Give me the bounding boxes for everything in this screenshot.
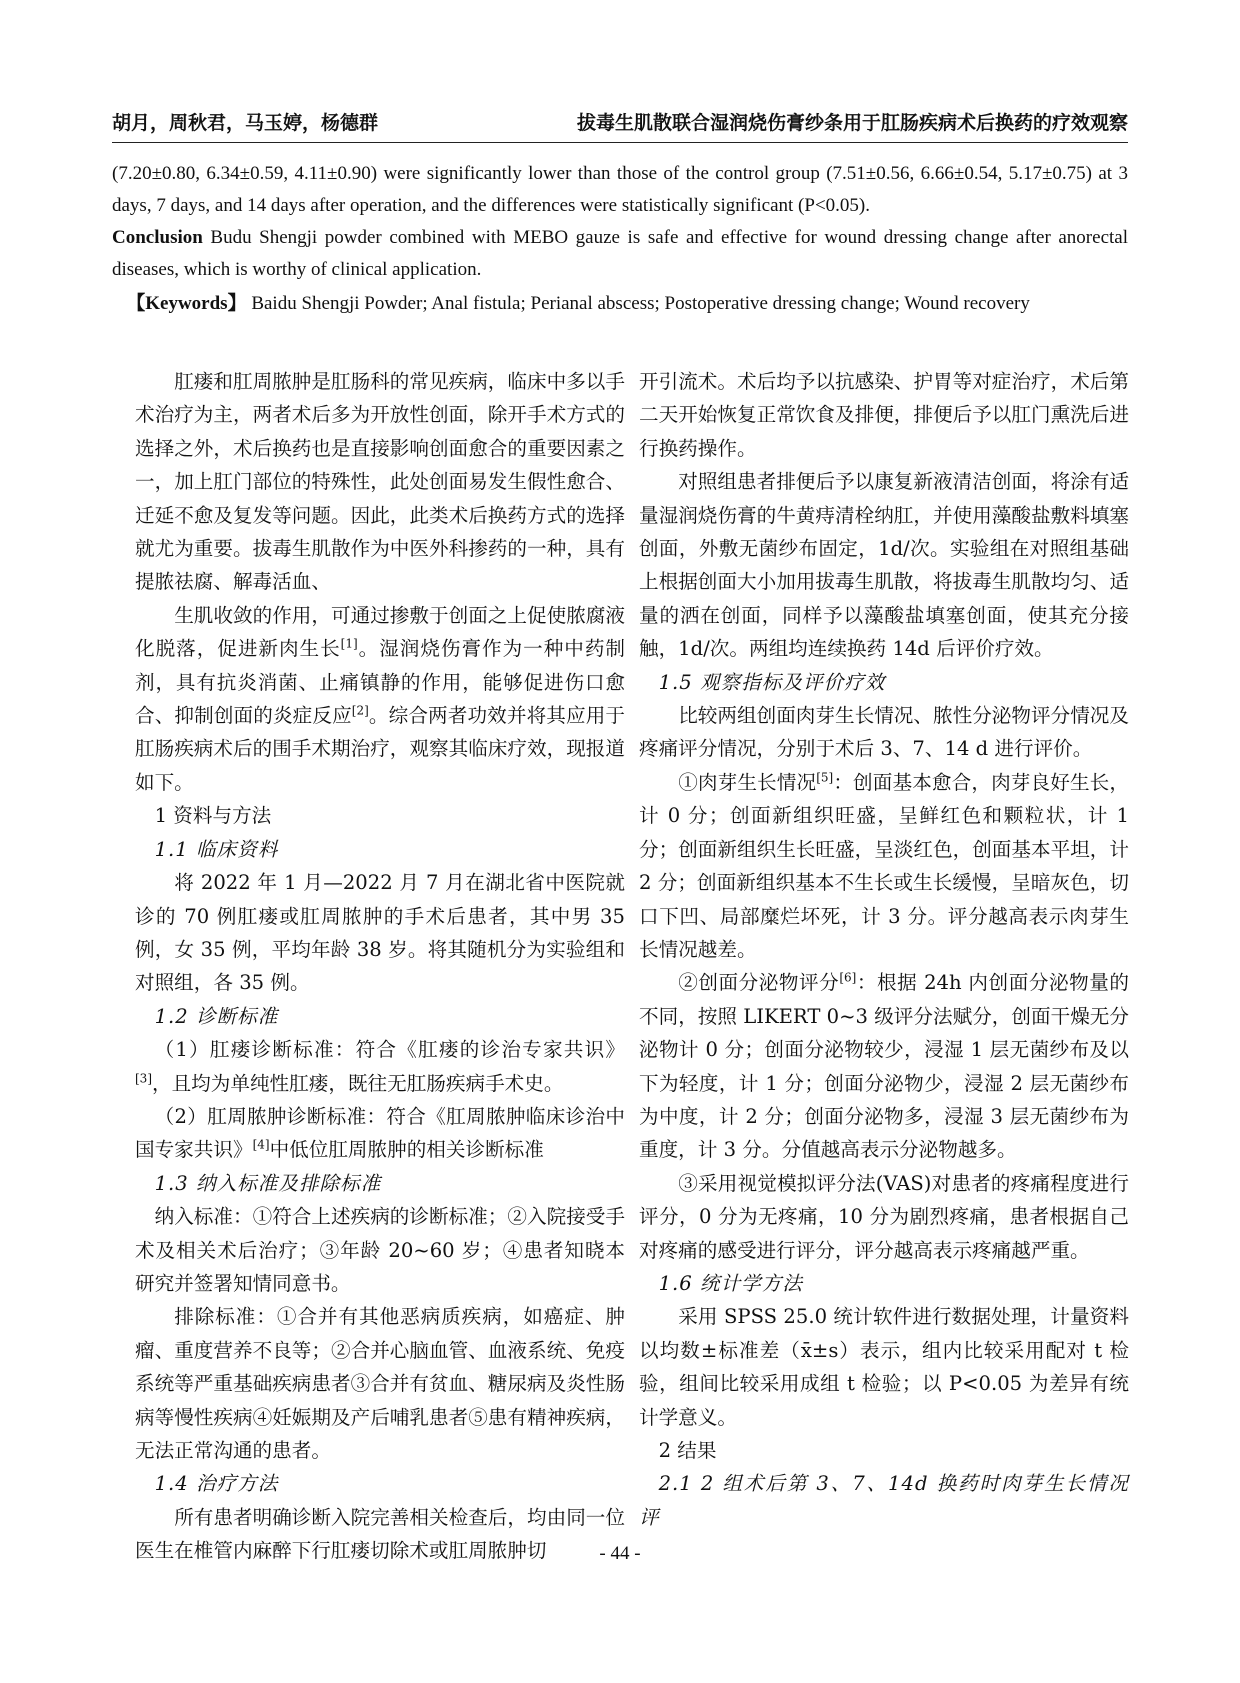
running-header xyxy=(112,108,1128,143)
citation-ref-5: [5] xyxy=(816,770,834,785)
intro-text-b: 。湿润烧伤膏作为一种中药制剂，具有抗炎消菌、止痛镇静的作用，能够促进伤口愈合、抑制创面的炎症反应 xyxy=(135,637,626,728)
vas-paragraph: ③采用视觉模拟评分法(VAS)对患者的疼痛程度进行评分，0 分为无疼痛，10 分为剧烈疼痛，患者根据自己对疼痛的感受进行评分，评分越高表示疼痛越严重。 xyxy=(639,1171,1129,1262)
section-heading-1-6: 1.6 统计学方法 xyxy=(658,1271,803,1295)
diagnosis-criterion-2 xyxy=(135,1100,625,1167)
section-heading-1-5: 1.5 观察指标及评价疗效 xyxy=(658,670,886,694)
secretion-score-paragraph xyxy=(639,966,1129,1166)
left-column xyxy=(135,365,625,1568)
statistics-paragraph: 采用 SPSS 25.0 统计软件进行数据处理，计量资料以均数±标准差（x̄±s）表示，组内比较采用配对 t 检验，组间比较采用成组 t 检验；以 P<0.05 为差异有统计学意义。 xyxy=(639,1305,1129,1429)
diagnosis-criterion-1 xyxy=(135,1033,625,1100)
granulation-text-a: ①肉芽生长情况 xyxy=(678,770,817,794)
treatment-paragraph-2: 对照组患者排便后予以康复新液清洁创面，将涂有适量湿润烧伤膏的牛黄痔清栓纳肛，并使用藻酸盐敷料填塞创面，外敷无菌纱布固定，1d/次。实验组在对照组基础上根据创面大小加用拔毒生肌散，将拔毒生肌散均匀、适量的洒在创面，同样予以藻酸盐填塞创面，使其充分接触，1d/次。两组均连续换药 14d 后评价疗效。 xyxy=(639,470,1129,661)
header-title: 拔毒生肌散联合湿润烧伤膏纱条用于肛肠疾病术后换药的疗效观察 xyxy=(576,112,1128,134)
treatment-paragraph-1: 所有患者明确诊断入院完善相关检查后，均由同一位医生在椎管内麻醉下行肛瘘切除术或肛周脓肿切 xyxy=(135,1505,625,1563)
intro-text-a: 生肌收敛的作用，可通过掺敷于创面之上促使脓腐液化脱落，促进新肉生长 xyxy=(135,603,625,661)
diagnosis-1-text-b: ，且均为单纯性肛瘘，既往无肛肠疾病手术史。 xyxy=(152,1071,564,1095)
section-heading-1-3: 1.3 纳入标准及排除标准 xyxy=(154,1171,382,1195)
diagnosis-2-text-b: 中低位肛周脓肿的相关诊断标准 xyxy=(269,1138,544,1162)
clinical-data-paragraph: 将 2022 年 1 月—2022 月 7 月在湖北省中医院就诊的 70 例肛瘘或肛周脓肿的手术后患者，其中男 35 例，女 35 例，平均年龄 38 岁。将其随机分为实验组和对照组，各 35 例。 xyxy=(135,871,625,995)
section-heading-2-1: 2.1 2 组术后第 3、7、14d 换药时肉芽生长情况评 xyxy=(639,1472,1129,1529)
right-column xyxy=(639,365,1129,1534)
section-heading-1: 1 资料与方法 xyxy=(154,804,272,828)
citation-ref-4: [4] xyxy=(252,1137,270,1152)
diagnosis-1-text-a: （1）肛瘘诊断标准：符合《肛瘘的诊治专家共识》 xyxy=(154,1038,625,1062)
conclusion-label: Conclusion xyxy=(112,227,203,248)
abstract-results-tail: (7.20±0.80, 6.34±0.59, 4.11±0.90) were significantly lower than those of the control group (7.51±0.56, 6.66±0.54, 5.17±0.75) at 3 days, 7 days, and 14 days after operation, and the differences were statistically significant (P<0.05). xyxy=(112,163,1128,216)
conclusion-text: Budu Shengji powder combined with MEBO gauze is safe and effective for wound dressing change after anorectal diseases, which is worthy of clinical application. xyxy=(112,227,1128,280)
section-heading-1-2: 1.2 诊断标准 xyxy=(154,1004,279,1028)
intro-text-c: 。综合两者功效并将其应用于肛肠疾病术后的围手术期治疗，观察其临床疗效，现报道如下。 xyxy=(135,704,626,794)
observation-paragraph: 比较两组创面肉芽生长情况、脓性分泌物评分情况及疼痛评分情况，分别于术后 3、7、14 d 进行评价。 xyxy=(639,704,1129,761)
abstract-keywords xyxy=(112,288,1128,320)
header-authors: 胡月，周秋君，马玉婷，杨德群 xyxy=(112,112,379,134)
treatment-paragraph-1-cont: 开引流术。术后均予以抗感染、护胃等对症治疗，术后第二天开始恢复正常饮食及排便，排便后予以肛门熏洗后进行换药操作。 xyxy=(639,370,1129,460)
citation-ref-1: [1] xyxy=(340,636,358,651)
citation-ref-6: [6] xyxy=(839,970,857,985)
granulation-text-b: ：创面基本愈合，肉芽良好生长，计 0 分；创面新组织旺盛，呈鲜红色和颗粒状，计 1 分；创面新组织生长旺盛，呈淡红色，创面基本平坦，计 2 分；创面新组织基本不生长或生长缓慢，呈暗灰色，切口下凹、局部糜烂坏死，计 3 分。评分越高表示肉芽生长情况越差。 xyxy=(639,770,1129,961)
granulation-score-paragraph xyxy=(639,766,1129,966)
citation-ref-2: [2] xyxy=(351,703,369,718)
abstract-conclusion xyxy=(112,222,1128,286)
keywords-label: 【Keywords】 xyxy=(126,293,247,314)
section-heading-2: 2 结果 xyxy=(658,1439,717,1462)
keywords-text: Baidu Shengji Powder; Anal fistula; Perianal abscess; Postoperative dressing change; Wound recovery xyxy=(246,293,1030,314)
section-heading-1-4: 1.4 治疗方法 xyxy=(154,1472,279,1496)
diagnosis-2-text-a: （2）肛周脓肿诊断标准：符合《肛周脓肿临床诊治中国专家共识》 xyxy=(135,1104,625,1162)
intro-paragraph-2 xyxy=(135,599,625,799)
english-abstract xyxy=(112,158,1128,320)
secretion-text-b: ：根据 24h 内创面分泌物量的不同，按照 LIKERT 0~3 级评分法赋分，创面干燥无分泌物计 0 分；创面分泌物较少，浸湿 1 层无菌纱布及以下为轻度，计 1 分；创面分泌物少，浸湿 2 层无菌纱布为中度，计 2 分；创面分泌物多，浸湿 3 层无菌纱布为重度，计 3 分。分值越高表示分泌物越多。 xyxy=(639,971,1129,1162)
section-heading-1-1: 1.1 临床资料 xyxy=(154,837,279,861)
page-number: - 44 - xyxy=(599,1543,641,1564)
citation-ref-3: [3] xyxy=(135,1071,152,1085)
inclusion-criteria: 纳入标准：①符合上述疾病的诊断标准；②入院接受手术及相关术后治疗；③年龄 20~60 岁；④患者知晓本研究并签署知情同意书。 xyxy=(135,1205,625,1295)
exclusion-criteria: 排除标准：①合并有其他恶病质疾病，如癌症、肿瘤、重度营养不良等；②合并心脑血管、血液系统、免疫系统等严重基础疾病患者③合并有贫血、糖尿病及炎性肠病等慢性疾病④妊娠期及产后哺乳患者⑤患有精神疾病，无法正常沟通的患者。 xyxy=(135,1305,625,1462)
intro-paragraph-1: 肛瘘和肛周脓肿是肛肠科的常见疾病，临床中多以手术治疗为主，两者术后多为开放性创面，除开手术方式的选择之外，术后换药也是直接影响创面愈合的重要因素之一，加上肛门部位的特殊性，此处创面易发生假性愈合、迁延不愈及复发等问题。因此，此类术后换药方式的选择就尤为重要。拔毒生肌散作为中医外科掺药的一种，具有提脓祛腐、解毒活血、 xyxy=(135,370,625,594)
secretion-text-a: ②创面分泌物评分 xyxy=(678,971,840,995)
